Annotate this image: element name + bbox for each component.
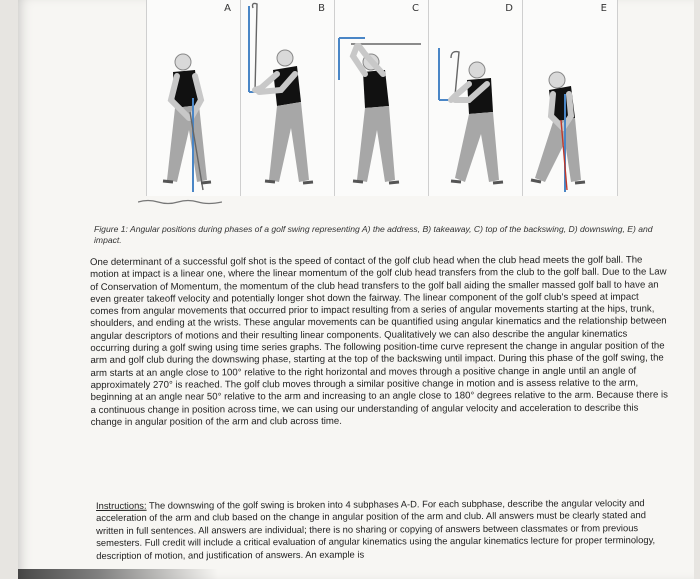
panel-label: D [505, 3, 513, 14]
panel-c [334, 0, 430, 196]
instructions-paragraph [96, 497, 662, 562]
panel-e [522, 0, 618, 196]
golfer-downswing-illustration [429, 0, 523, 196]
panel-b [240, 0, 336, 196]
panel-a [146, 0, 242, 196]
golfer-impact-illustration [523, 0, 617, 196]
panel-label: B [318, 3, 325, 14]
scan-edge-shadow [18, 569, 218, 579]
golfer-address-illustration [147, 0, 241, 196]
figure-source-mark [138, 199, 222, 205]
body-paragraph: One determinant of a successful golf shot is the speed of contact of the golf club head when the club head meets the golf ball. The motion at impact is a linear one, where the linear momentum of the golf club head transfers from the club to the golf ball. Due to the Law of Conservation of Momentum, the momentum of the club head transfers to the golf ball aiding the smaller massed golf ball to have an even greater takeoff velocity and potentially longer shot down the fairway. The linear component of the golf club's speed at impact comes from angular movements that occurred prior to impact resulting from a series of angular movements starting at the hips, trunk, shoulders, and ending at the wrists. These angular movements can be quantified using angular kinematics and the relationship between angular descriptors of motions and their resulting linear components. Qualitatively we can also describe the angular kinematics occurring during a golf swing using time series graphs. The following position-time curve represent the change in angular position of the arm and golf club during the downswing phase, starting at the top of the backswing until impact. During this phase of the golf swing, the arm starts at an angle close to 100° relative to the right horizontal and moves through a positive change in angle until an angle of approximately 270° is reached. The golf club moves through a similar positive change in motion and is assess relative to the arm, beginning at an angle near 50° relative to the arm and increasing to an angle close to 180° degrees relative to the arm. Because there is a continuous change in position across time, we can using our understanding of angular velocity and acceleration to describe this change in angular position of the arm and club across time. [90, 254, 668, 428]
golf-swing-figure [146, 0, 616, 196]
panel-label: E [600, 3, 607, 14]
document-page [18, 0, 694, 579]
instructions-lead: Instructions: [96, 499, 147, 511]
golfer-top-of-backswing-illustration [335, 0, 429, 196]
golfer-takeaway-illustration [241, 0, 335, 196]
panel-label: A [224, 3, 231, 14]
figure-caption: Figure 1: Angular positions during phases of a golf swing representing A) the address, B) takeaway, C) top of the backswing, D) downswing, E) and impact. [94, 224, 653, 245]
instructions-text: The downswing of the golf swing is broken into 4 subphases A-D. For each subphase, describe the angular velocity and acceleration of the arm and club based on the change in angular position of the arm and club. All answers must be clearly stated and written in full sentences. All answers are individual; there is no sharing or copying of answers between classmates or from previous semesters. Full credit will include a critical evaluation of angular kinematics using the angular kinematics lecture for proper terminology, description of motion, and justification of answers. An example is [96, 497, 656, 561]
panel-d [428, 0, 524, 196]
panel-label: C [412, 3, 419, 14]
